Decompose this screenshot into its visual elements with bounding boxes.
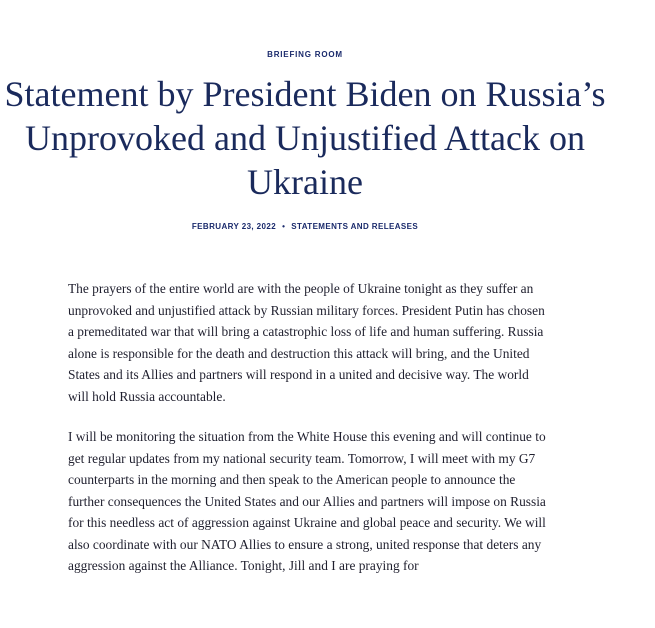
meta-separator: • xyxy=(282,222,286,231)
publish-date: FEBRUARY 23, 2022 xyxy=(191,222,277,231)
article-meta xyxy=(0,222,610,231)
page-title: Statement by President Biden on Russia’s Unprovoked and Unjustified Attack on Ukraine xyxy=(4,74,606,202)
category-link-statements-and-releases[interactable]: STATEMENTS AND RELEASES xyxy=(291,222,419,231)
body-paragraph-2: I will be monitoring the situation from the White House this evening and will continue to get regular updates from my national security team. Tomorrow, I will meet with my G7 counterparts in the morning and then speak to the American people to announce the further consequences the United States and our Allies and partners will impose on Russia for this needless act of aggression against Ukraine and global peace and security. We will also coordinate with our NATO Allies to ensure a strong, united response that deters any aggression against the Alliance. Tonight, Jill and I are praying for xyxy=(68,429,546,573)
article-body xyxy=(68,278,548,596)
body-paragraph-1: The prayers of the entire world are with the people of Ukraine tonight as they suffer an unprovoked and unjustified attack by Russian military forces. President Putin has chosen a premeditated war that will bring a catastrophic loss of life and human suffering. Russia alone is responsible for the death and destruction this attack will bring, and the United States and its Allies and partners will respond in a united and decisive way. The world will hold Russia accountable. xyxy=(68,281,545,404)
section-link-briefing-room[interactable]: BRIEFING ROOM xyxy=(267,50,343,59)
